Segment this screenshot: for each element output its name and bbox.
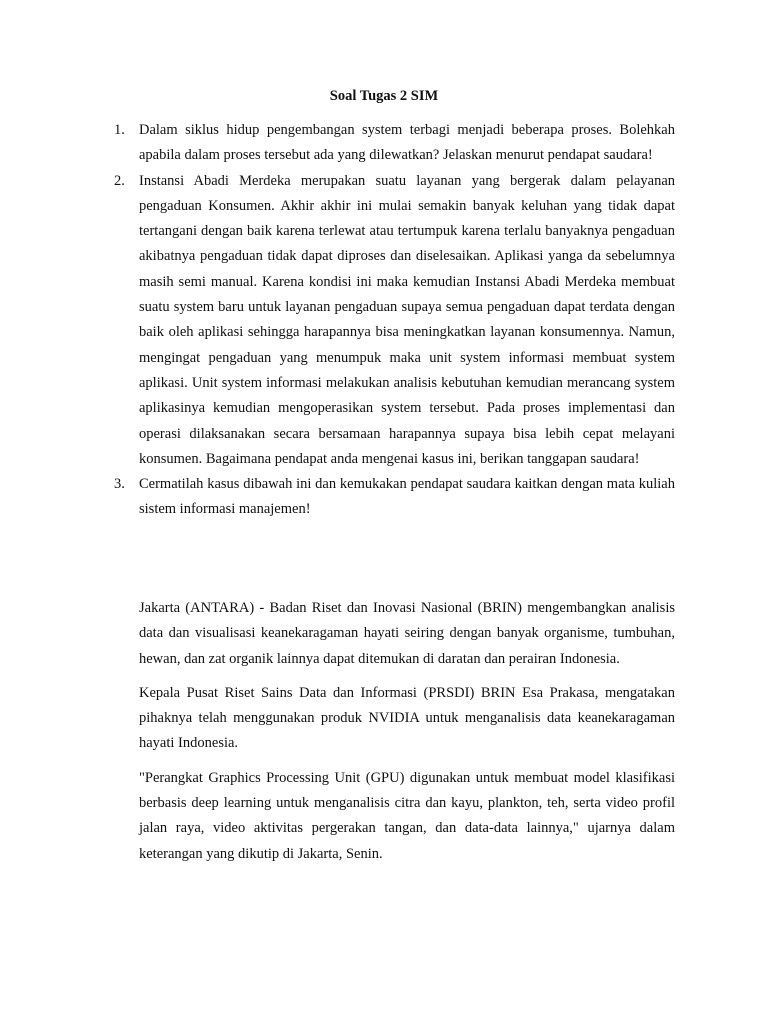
question-item-3	[0, 472, 768, 523]
question-text: Cermatilah kasus dibawah ini dan kemukakan pendapat saudara kaitkan dengan mata kuliah sistem informasi manajemen!	[139, 476, 675, 518]
question-list	[0, 118, 768, 523]
question-number: 3.	[114, 476, 125, 493]
question-number: 1.	[114, 122, 125, 138]
page-title: Soal Tugas 2 SIM	[329, 88, 439, 104]
question-number: 2.	[114, 172, 125, 189]
question-text: Instansi Abadi Merdeka merupakan suatu layanan yang bergerak dalam pelayanan pengaduan Konsumen. Akhir akhir ini mulai semakin banyak keluhan yang tidak dapat tertangani dengan baik karena terlewat atau tertumpuk karena terlalu banyaknya pengaduan akibatnya pengaduan tidak dapat diproses dan diselesaikan. Aplikasi yanga da sebelumnya masih semi manual. Karena kondisi ini maka kemudian Instansi Abadi Merdeka membuat suatu system baru untuk layanan pengaduan supaya semua pengaduan dapat terdata dengan baik oleh aplikasi sehingga harapannya bisa meningkatkan layanan konsumennya. Namun, mengingat pengaduan yang menumpuk maka unit system informasi membuat system aplikasi. Unit system informasi melakukan analisis kebutuhan kemudian merancang system aplikasinya kemudian mengoperasikan system tersebut. Pada proses implementasi dan operasi dilaksanakan secara bersamaan harapannya supaya bisa lebih cepat melayani konsumen. Bagaimana pendapat anda mengenai kasus ini, berikan tanggapan saudara!	[139, 172, 675, 467]
question-item-1	[0, 118, 768, 169]
question-item-2	[0, 169, 768, 473]
article-paragraph-1: Jakarta (ANTARA) - Badan Riset dan Inovasi Nasional (BRIN) mengembangkan analisis data dan visualisasi keanekaragaman hayati seiring dengan banyak organisme, tumbuhan, hewan, dan zat organik lainnya dapat ditemukan di daratan dan perairan Indonesia.	[139, 600, 675, 667]
article-paragraph-3: "Perangkat Graphics Processing Unit (GPU) digunakan untuk membuat model klasifikasi berbasis deep learning untuk menganalisis citra dan kayu, plankton, teh, serta video profil jalan raya, video aktivitas pergerakan tangan, dan data-data lainnya," ujarnya dalam keterangan yang dikutip di Jakarta, Senin.	[139, 769, 675, 862]
news-article	[139, 596, 675, 876]
question-text: Dalam siklus hidup pengembangan system terbagi menjadi beberapa proses. Bolehkah apabila dalam proses tersebut ada yang dilewatkan? Jelaskan menurut pendapat saudara!	[139, 122, 675, 164]
article-paragraph-2: Kepala Pusat Riset Sains Data dan Informasi (PRSDI) BRIN Esa Prakasa, mengatakan pihaknya telah menggunakan produk NVIDIA untuk menganalisis data keanekaragaman hayati Indonesia.	[139, 684, 675, 752]
